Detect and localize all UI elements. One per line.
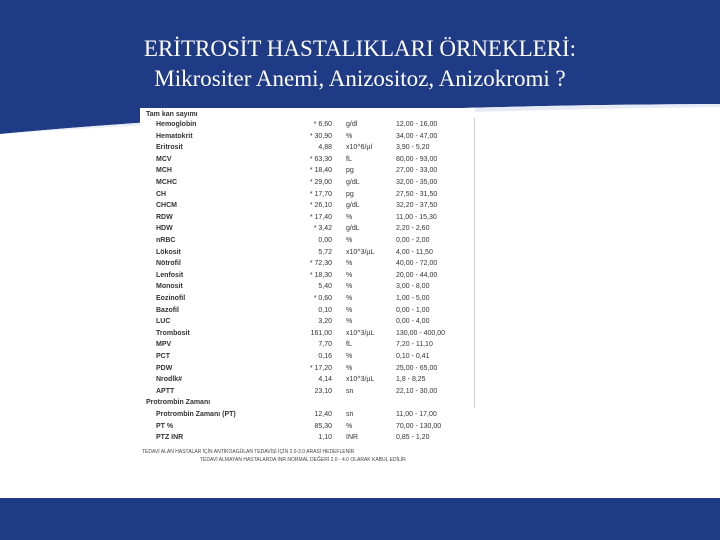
test-reference: 0,00 - 2,00 bbox=[396, 237, 430, 244]
test-unit: % bbox=[346, 422, 353, 430]
test-value: * 63,30 bbox=[309, 155, 332, 163]
test-reference: 0,00 - 4,00 bbox=[396, 318, 430, 326]
lab-row bbox=[140, 224, 475, 234]
test-value: 4,14 bbox=[318, 376, 332, 384]
lab-row bbox=[140, 433, 475, 443]
test-reference: 20,00 - 44,00 bbox=[396, 271, 438, 279]
test-reference: 12,00 - 16,00 bbox=[396, 121, 438, 128]
test-value: * 72,30 bbox=[309, 260, 332, 268]
test-value: 0,16 bbox=[318, 353, 332, 360]
lab-row bbox=[140, 364, 475, 374]
test-reference: 32,00 - 35,00 bbox=[396, 179, 438, 186]
lab-row bbox=[140, 178, 475, 188]
lab-row bbox=[140, 352, 475, 362]
lab-row bbox=[140, 271, 475, 281]
test-name: Trombosit bbox=[156, 329, 190, 337]
test-unit: % bbox=[346, 364, 353, 372]
test-name: RDW bbox=[156, 213, 173, 221]
test-reference: 22,10 - 30,00 bbox=[396, 387, 438, 395]
test-unit: g/dL bbox=[346, 225, 360, 233]
test-value: * 17,70 bbox=[309, 190, 332, 198]
test-name: PTZ INR bbox=[156, 434, 184, 442]
test-name: CHCM bbox=[156, 202, 177, 210]
lab-row bbox=[140, 317, 475, 327]
lab-row bbox=[140, 201, 475, 211]
test-name: LUC bbox=[156, 318, 171, 326]
test-reference: 4,00 - 11,50 bbox=[396, 248, 433, 256]
test-name: PDW bbox=[156, 364, 173, 372]
test-name: Lenfosit bbox=[156, 271, 184, 279]
test-reference: 0,10 - 0,41 bbox=[396, 353, 430, 360]
test-value: 1,10 bbox=[318, 434, 332, 442]
test-unit: sn bbox=[346, 411, 354, 418]
report-group-header bbox=[140, 110, 475, 120]
test-unit: % bbox=[346, 295, 353, 302]
test-unit: % bbox=[346, 132, 353, 140]
test-unit: fL bbox=[346, 341, 352, 349]
lab-row bbox=[140, 282, 475, 292]
test-name: Nötrofil bbox=[156, 260, 181, 268]
test-unit: % bbox=[346, 318, 353, 326]
lab-row bbox=[140, 340, 475, 350]
slide-title-line1: ERİTROSİT HASTALIKLARI ÖRNEKLERİ: bbox=[143, 36, 577, 61]
test-name: PCT bbox=[156, 353, 170, 360]
test-unit: INR bbox=[346, 434, 359, 442]
test-name: Eritrosit bbox=[156, 144, 183, 152]
test-reference: 3,00 - 8,00 bbox=[396, 283, 430, 291]
test-value: 12,40 bbox=[314, 411, 332, 418]
test-name: Monosit bbox=[156, 283, 183, 291]
lab-row bbox=[140, 306, 475, 316]
test-unit: % bbox=[346, 271, 353, 279]
test-name: MCV bbox=[156, 155, 172, 163]
lab-row bbox=[140, 236, 475, 246]
test-reference: 27,00 - 33,00 bbox=[396, 167, 438, 175]
test-reference: 11,00 - 17,00 bbox=[396, 411, 437, 418]
test-unit: sn bbox=[346, 387, 354, 395]
test-value: 161,00 bbox=[310, 329, 332, 337]
test-name: MPV bbox=[156, 341, 172, 349]
lab-row bbox=[140, 259, 475, 269]
test-value: * 26,10 bbox=[309, 202, 332, 210]
test-reference: 32,20 - 37,50 bbox=[396, 202, 438, 210]
test-reference: 70,00 - 130,00 bbox=[396, 422, 442, 430]
test-name: nRBC bbox=[156, 237, 176, 244]
test-name: Protrombin Zamanı (PT) bbox=[156, 411, 236, 418]
test-name: Lökosit bbox=[156, 248, 181, 256]
test-unit: % bbox=[346, 260, 353, 268]
lab-row bbox=[140, 294, 475, 304]
test-unit: g/dl bbox=[346, 121, 358, 128]
lab-row bbox=[140, 329, 475, 339]
test-value: * 18,40 bbox=[309, 167, 332, 175]
test-unit: % bbox=[346, 213, 353, 221]
test-reference: 130,00 - 400,00 bbox=[396, 329, 446, 337]
test-name: HDW bbox=[156, 225, 173, 233]
test-unit: % bbox=[346, 306, 353, 314]
test-reference: 25,00 - 65,00 bbox=[396, 364, 438, 372]
test-name: Hemoglobin bbox=[156, 121, 197, 128]
test-unit: % bbox=[346, 283, 353, 291]
test-unit: x10^6/µl bbox=[346, 144, 372, 152]
test-name: APTT bbox=[156, 387, 175, 395]
test-reference: 3,90 - 5,20 bbox=[396, 144, 430, 152]
test-name: MCHC bbox=[156, 179, 177, 186]
test-value: * 18,30 bbox=[309, 271, 332, 279]
test-reference: 40,00 - 72,00 bbox=[396, 260, 438, 268]
slide-title-line2: Mikrositer Anemi, Anizositoz, Anizokromi ? bbox=[154, 66, 566, 91]
test-reference: 1,00 - 5,00 bbox=[396, 295, 430, 302]
test-value: * 30,90 bbox=[309, 132, 332, 140]
test-unit: fL bbox=[346, 155, 352, 163]
lab-row bbox=[140, 155, 475, 165]
test-unit: x10^3/µL bbox=[346, 248, 375, 256]
report-group-header bbox=[140, 398, 475, 408]
test-reference: 0,00 - 1,00 bbox=[396, 306, 430, 314]
test-value: * 0,60 bbox=[313, 295, 332, 302]
slide-footer bbox=[0, 498, 720, 540]
report-note-1: TEDAVİ ALAN HASTALAR İÇİN ANTİKOAGÜLAN TEDAVİSİ İÇİN 2.0-3.0 ARASI HEDEFLENİR bbox=[142, 449, 355, 455]
test-value: 23,10 bbox=[314, 387, 332, 395]
test-name: Bazofil bbox=[156, 306, 179, 314]
test-value: 0,00 bbox=[318, 237, 332, 244]
lab-row bbox=[140, 143, 475, 153]
lab-row bbox=[140, 120, 475, 130]
test-unit: % bbox=[346, 353, 353, 360]
test-value: 7,70 bbox=[318, 341, 332, 349]
lab-row bbox=[140, 190, 475, 200]
test-reference: 27,50 - 31,50 bbox=[396, 190, 438, 198]
report-note-2: TEDAVİ ALMAYAN HASTALARDA INR NORMAL DEĞERİ 2.0 - 4.0 OLARAK KABUL EDİLİR bbox=[200, 457, 406, 463]
lab-row bbox=[140, 248, 475, 258]
lab-row bbox=[140, 422, 475, 432]
test-name: PT % bbox=[156, 422, 174, 430]
group-label: Protrombin Zamanı bbox=[146, 399, 211, 407]
test-unit: x10^3/µL bbox=[346, 329, 375, 337]
test-value: 4,88 bbox=[318, 144, 332, 152]
test-value: 5,72 bbox=[318, 248, 332, 256]
test-reference: 80,00 - 93,00 bbox=[396, 155, 438, 163]
group-label: Tam kan sayımı bbox=[146, 111, 198, 118]
test-value: * 17,20 bbox=[309, 364, 332, 372]
test-unit: g/dL bbox=[346, 202, 360, 210]
test-unit: pg bbox=[346, 190, 354, 198]
test-name: MCH bbox=[156, 167, 172, 175]
test-reference: 2,20 - 2,60 bbox=[396, 225, 430, 233]
test-value: 5,40 bbox=[318, 283, 332, 291]
lab-row bbox=[140, 213, 475, 223]
test-unit: x10^3/µL bbox=[346, 376, 375, 384]
test-reference: 34,00 - 47,00 bbox=[396, 132, 438, 140]
lab-row bbox=[140, 410, 475, 420]
test-name: Nrodlk# bbox=[156, 376, 183, 384]
test-value: * 17,40 bbox=[309, 213, 332, 221]
test-name: CH bbox=[156, 190, 167, 198]
test-name: Hematokrit bbox=[156, 132, 193, 140]
test-value: * 29,00 bbox=[309, 179, 332, 186]
test-reference: 11,00 - 15,30 bbox=[396, 213, 437, 221]
lab-row bbox=[140, 375, 475, 385]
test-name: Eozinofil bbox=[156, 295, 186, 302]
test-unit: g/dL bbox=[346, 179, 360, 186]
test-value: 3,20 bbox=[318, 318, 332, 326]
test-value: 85,30 bbox=[314, 422, 332, 430]
lab-row bbox=[140, 132, 475, 142]
test-value: 0,10 bbox=[318, 306, 332, 314]
test-value: * 6,60 bbox=[313, 121, 332, 128]
lab-row bbox=[140, 387, 475, 397]
test-unit: % bbox=[346, 237, 353, 244]
test-reference: 7,20 - 11,10 bbox=[396, 341, 433, 349]
test-reference: 1,8 - 8,25 bbox=[396, 376, 426, 384]
lab-report-image bbox=[140, 108, 475, 468]
test-value: * 3,42 bbox=[313, 225, 332, 233]
test-reference: 0,85 - 1,20 bbox=[396, 434, 430, 442]
test-unit: pg bbox=[346, 167, 354, 175]
lab-row bbox=[140, 166, 475, 176]
